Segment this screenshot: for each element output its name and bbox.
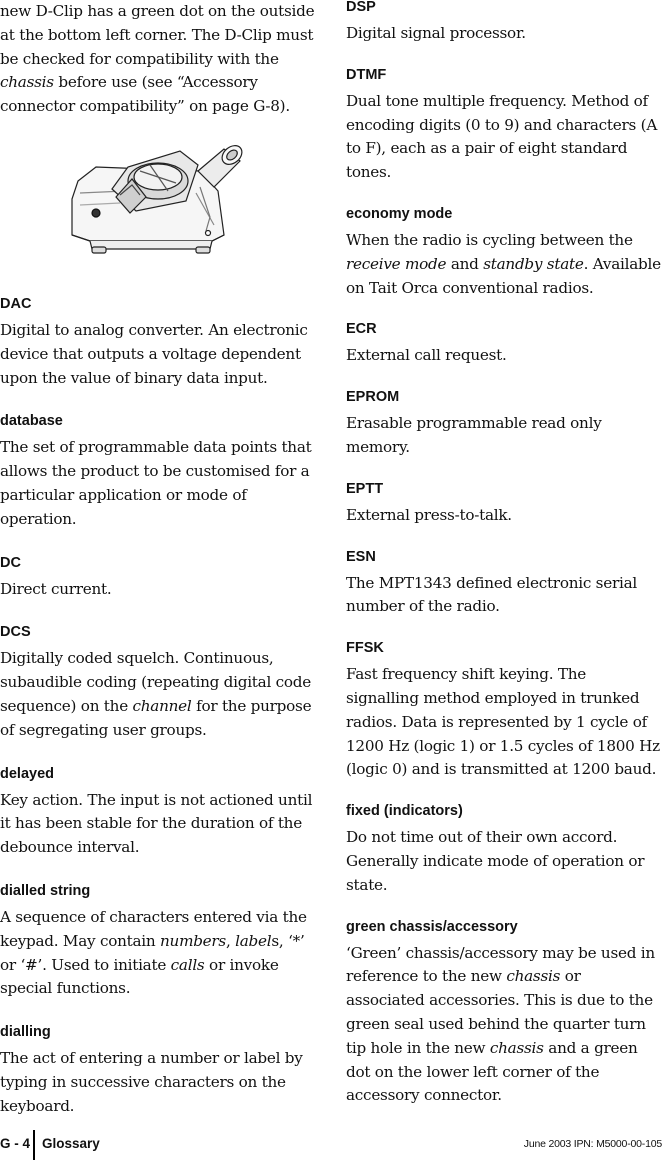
text-run: When the radio is cycling between the [346, 230, 633, 249]
right-column [346, 0, 662, 1130]
page-footer [0, 1130, 662, 1160]
text-run: External press-to-talk. [346, 505, 512, 524]
glossary-definition [346, 412, 662, 460]
text-run: Digitally coded squelch. Continuous, subaudible coding (repeating digital code sequence) on the [0, 649, 312, 715]
glossary-entry [346, 320, 662, 368]
glossary-definition [0, 647, 322, 742]
text-run: Dual tone multiple frequency. Method of encoding digits (0 to 9) and characters (A to F), each as a pair of eight standard tones. [346, 91, 658, 182]
text-run: Fast frequency shift keying. The signalling method employed in trunked radios. Data is represented by 1 cycle of 1200 Hz (logic 1) or 1.5 cycles of 1800 Hz (logic 0) and is transmitted at 1200 baud. [346, 665, 660, 779]
text-run: ‘Green’ chassis/accessory may be used in reference to the new [346, 943, 655, 986]
document-meta: June 2003 IPN: M5000-00-105 [523, 1138, 662, 1150]
glossary-entry [346, 639, 662, 782]
glossary-definition [346, 572, 662, 620]
text-run: Erasable programmable read only memory. [346, 414, 602, 456]
glossary-entry [0, 882, 322, 1001]
text-run: External call request. [346, 346, 507, 365]
text-run: before use (see “Accessory connector compatibility” on page G-8). [0, 73, 290, 116]
glossary-entry [0, 1023, 322, 1118]
page-number: G - 4 [0, 1136, 31, 1151]
text-run: or invoke special functions. [0, 955, 279, 998]
text-run: A sequence of characters entered via the keypad. May contain [0, 907, 307, 950]
glossary-term: EPTT [346, 480, 384, 497]
glossary-term: DSP [346, 0, 376, 15]
emphasized-term: chassis [506, 967, 561, 986]
glossary-definition [0, 578, 322, 602]
emphasized-term: channel [132, 696, 192, 715]
text-run: , [225, 931, 236, 950]
text-run: s, ‘*’ or ‘#’. Used to initiate [0, 931, 305, 974]
glossary-definition [0, 789, 322, 860]
left-column [0, 0, 322, 1141]
left-entries [0, 295, 322, 1119]
intro-paragraph [0, 0, 322, 119]
glossary-term: FFSK [346, 640, 384, 657]
text-run: The MPT1343 defined electronic serial number of the radio. [346, 573, 637, 616]
glossary-entry [0, 412, 322, 531]
glossary-term: database [0, 413, 63, 430]
glossary-definition [0, 436, 322, 531]
emphasized-term: numbers [160, 931, 226, 950]
emphasized-term: chassis [489, 1038, 544, 1057]
glossary-definition [0, 319, 322, 390]
glossary-definition [346, 22, 662, 46]
text-run: Do not time out of their own accord. Generally indicate mode of operation or state. [346, 828, 645, 894]
glossary-term: economy mode [346, 205, 453, 222]
glossary-entry [346, 0, 662, 46]
glossary-term: dialled string [0, 882, 91, 899]
glossary-definition [346, 504, 662, 528]
text-run: Key action. The input is not actioned until it has been stable for the duration of the debounce interval. [0, 790, 313, 857]
emphasized-term: standby state [483, 254, 584, 273]
text-run: and a green dot on the lower left corner of the accessory connector. [346, 1038, 638, 1105]
glossary-definition [346, 663, 662, 782]
glossary-entry [346, 548, 662, 620]
glossary-definition [346, 942, 662, 1109]
text-run: for the purpose of segregating user groups. [0, 696, 312, 739]
accessory-connector-figure [0, 131, 322, 281]
glossary-entry [0, 295, 322, 390]
glossary-entry [0, 623, 322, 742]
glossary-definition [346, 826, 662, 897]
glossary-entry [0, 765, 322, 860]
accessory-connector-drawing-icon [0, 131, 322, 281]
glossary-term: ECR [346, 321, 377, 338]
text-run: Digital to analog converter. An electronic device that outputs a voltage dependent upon the value of binary data input. [0, 320, 308, 387]
glossary-term: DC [0, 554, 21, 571]
section-title: Glossary [42, 1136, 100, 1151]
text-run: or associated accessories. This is due to the green seal used behind the quarter turn tip hole in the new [346, 967, 653, 1057]
footer-divider [33, 1130, 35, 1160]
glossary-entry [346, 918, 662, 1109]
glossary-term: dialling [0, 1024, 51, 1041]
glossary-term: fixed (indicators) [346, 803, 463, 820]
glossary-definition [0, 1047, 322, 1118]
glossary-entry [346, 205, 662, 300]
glossary-entry [0, 554, 322, 602]
glossary-entry [346, 388, 662, 460]
text-run: The set of programmable data points that allows the product to be customised for a particular application or mode of operation. [0, 438, 312, 528]
emphasized-term: calls [170, 955, 205, 974]
text-run: new D-Clip has a green dot on the outside at the bottom left corner. The D-Clip must be checked for compatibility with the [0, 2, 315, 68]
glossary-entry [346, 66, 662, 185]
glossary-definition [346, 229, 662, 300]
text-run: Direct current. [0, 579, 112, 598]
glossary-term: green chassis/accessory [346, 918, 518, 935]
glossary-term: DCS [0, 624, 31, 641]
text-run: Digital signal processor. [346, 24, 526, 42]
right-entries [346, 0, 662, 1108]
text-run: . Available on Tait Orca conventional radios. [346, 254, 661, 297]
glossary-term: DAC [0, 295, 32, 312]
glossary-definition [0, 906, 322, 1001]
glossary-term: delayed [0, 765, 54, 782]
glossary-term: ESN [346, 548, 376, 565]
emphasized-term: receive mode [346, 254, 447, 273]
glossary-entry [346, 480, 662, 528]
emphasized-term: chassis [0, 73, 54, 92]
glossary-entry [346, 802, 662, 897]
text-run: The act of entering a number or label by typing in successive characters on the keyboard. [0, 1049, 303, 1115]
glossary-definition [346, 344, 662, 368]
text-run: and [446, 254, 484, 273]
emphasized-term: label [235, 931, 272, 950]
glossary-term: DTMF [346, 66, 387, 83]
glossary-term: EPROM [346, 389, 400, 406]
glossary-definition [346, 90, 662, 185]
